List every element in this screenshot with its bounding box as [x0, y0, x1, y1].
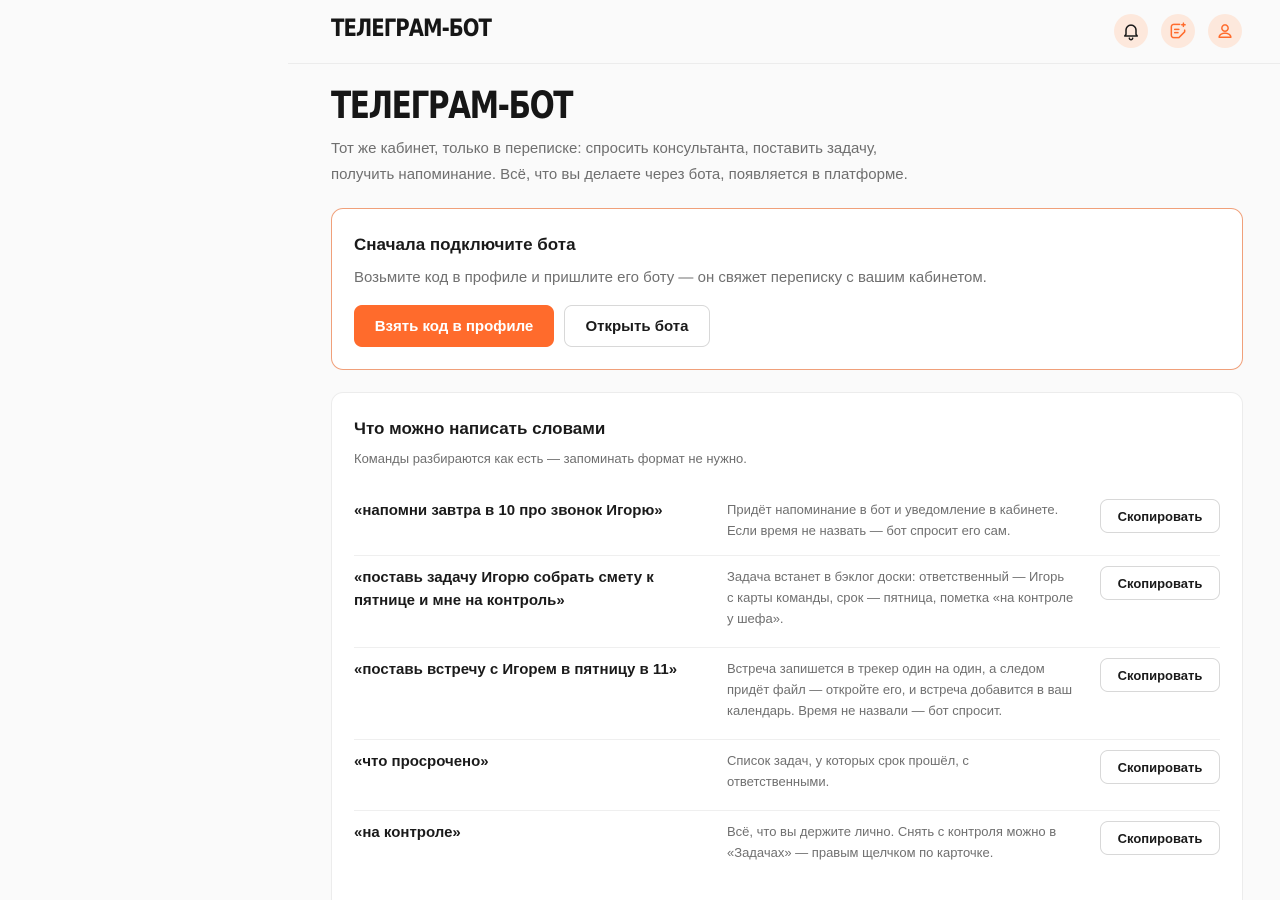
- command-row: [354, 811, 1220, 891]
- note-sparkle-icon: [1168, 21, 1188, 41]
- command-description-line: Всё, что вы держите лично. Снять с контроля можно в: [727, 824, 1057, 839]
- connect-bot-card: [331, 208, 1243, 370]
- command-text: [354, 658, 704, 681]
- command-text: [354, 566, 704, 612]
- commands-subtitle: Команды разбираются как есть — запоминать формат не нужно.: [354, 451, 747, 466]
- command-description-line: Придёт напоминание в бот и уведомление в кабинете.: [727, 502, 1059, 517]
- command-text-line: «поставь задачу Игорю собрать смету к: [354, 569, 654, 586]
- command-description: [727, 821, 1092, 863]
- command-row: [354, 740, 1220, 811]
- command-text-line: «на контроле»: [354, 824, 461, 841]
- command-text-line: пятнице и мне на контроль»: [354, 592, 565, 609]
- command-text: [354, 499, 704, 522]
- commands-title: Что можно написать словами: [354, 419, 606, 438]
- copy-button[interactable]: Скопировать: [1100, 750, 1220, 784]
- page-title: ТЕЛЕГРАМ-БОТ: [331, 84, 573, 127]
- command-text-line: «напомни завтра в 10 про звонок Игорю»: [354, 502, 663, 519]
- command-description-line: Задача встанет в бэклог доски: ответственный — Игорь: [727, 569, 1065, 584]
- connect-title: Сначала подключите бота: [354, 235, 576, 254]
- command-description-line: с карты команды, срок — пятница, пометка «на контроле: [727, 590, 1074, 605]
- header-title: ТЕЛЕГРАМ-БОТ: [331, 14, 491, 42]
- command-description-line: придёт файл — откройте его, и встреча добавится в ваш: [727, 682, 1072, 697]
- command-text-line: «поставь встречу с Игорем в пятницу в 11»: [354, 661, 678, 678]
- commands-card: [331, 392, 1243, 900]
- bell-icon: [1121, 21, 1141, 41]
- command-description-line: у шефа».: [727, 611, 784, 626]
- sidebar: [0, 0, 288, 900]
- command-description: [727, 658, 1092, 721]
- command-description-line: «Задачах» — правым щелчком по карточке.: [727, 845, 994, 860]
- page-description: [331, 136, 951, 188]
- page-description-line: получить напоминание. Всё, что вы делаете через бота, появляется в платформе.: [331, 166, 908, 183]
- connect-description: Возьмите код в профиле и пришлите его боту — он свяжет переписку с вашим кабинетом.: [354, 269, 987, 286]
- command-text: [354, 821, 704, 844]
- user-icon: [1215, 21, 1235, 41]
- command-description: [727, 750, 1092, 792]
- copy-button[interactable]: Скопировать: [1100, 566, 1220, 600]
- command-row: [354, 556, 1220, 648]
- command-description-line: ответственными.: [727, 774, 830, 789]
- command-description: [727, 499, 1092, 541]
- ai-notes-button[interactable]: [1161, 14, 1195, 48]
- command-description-line: Встреча запишется в трекер один на один, а следом: [727, 661, 1045, 676]
- command-description-line: Если время не назвать — бот спросит его сам.: [727, 523, 1011, 538]
- command-text: [354, 750, 704, 773]
- notifications-button[interactable]: [1114, 14, 1148, 48]
- command-row: [354, 648, 1220, 740]
- top-bar: [288, 0, 1280, 64]
- copy-button[interactable]: Скопировать: [1100, 821, 1220, 855]
- copy-button[interactable]: Скопировать: [1100, 499, 1220, 533]
- profile-button[interactable]: [1208, 14, 1242, 48]
- command-text-line: «что просрочено»: [354, 753, 489, 770]
- copy-button[interactable]: Скопировать: [1100, 658, 1220, 692]
- command-description-line: Список задач, у которых срок прошёл, с: [727, 753, 969, 768]
- command-description: [727, 566, 1092, 629]
- open-bot-button[interactable]: Открыть бота: [564, 305, 710, 347]
- page-description-line: Тот же кабинет, только в переписке: спросить консультанта, поставить задачу,: [331, 140, 878, 157]
- command-description-line: календарь. Время не назвали — бот спросит.: [727, 703, 1003, 718]
- get-code-button[interactable]: Взять код в профиле: [354, 305, 554, 347]
- command-row: [354, 489, 1220, 556]
